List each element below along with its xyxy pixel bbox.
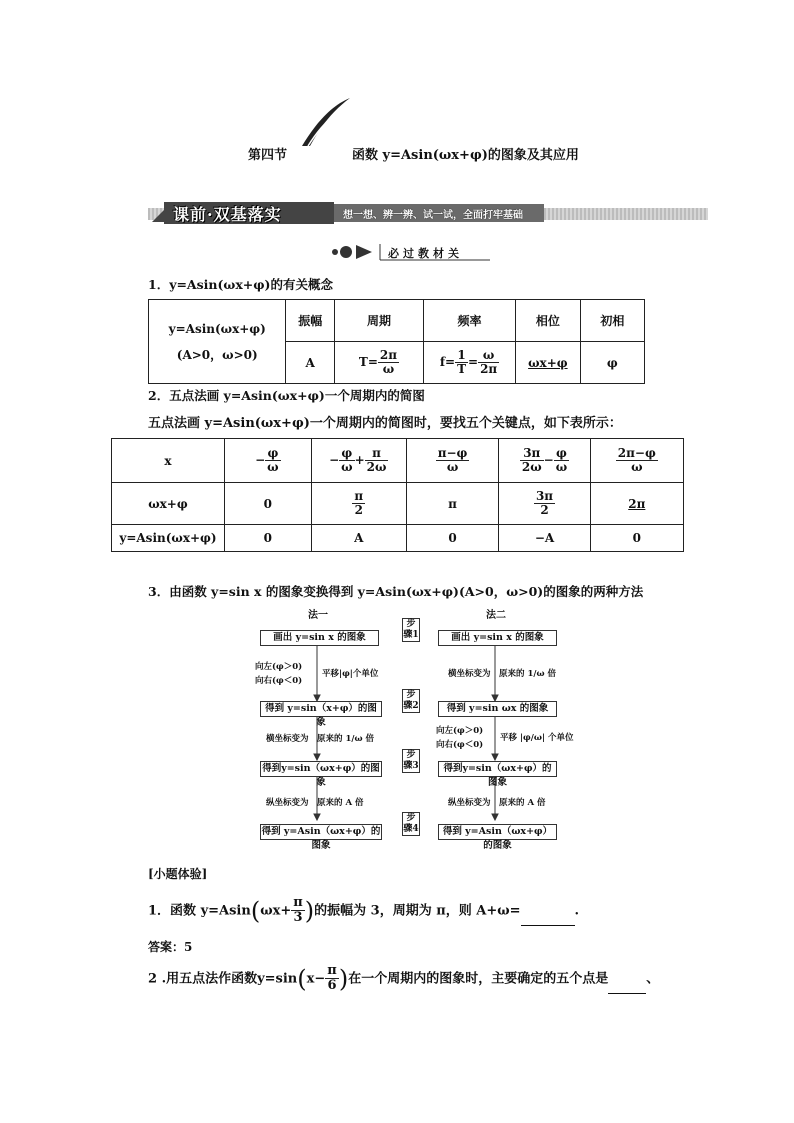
wx-cell-4 xyxy=(499,483,590,525)
wx-cell-2 xyxy=(311,483,406,525)
x-cell-5 xyxy=(590,439,683,483)
y-cell-4: −A xyxy=(499,525,590,552)
textbook-section-pill xyxy=(330,243,490,261)
q2-fraction xyxy=(325,964,339,994)
x2-num2: π xyxy=(365,447,389,461)
x4-den2: ω xyxy=(555,460,568,474)
step-1-badge: 步骤1 xyxy=(403,619,419,640)
banner-title: 课前·双基落实 xyxy=(173,205,282,224)
x2-frac2 xyxy=(365,447,389,474)
note-left-12-b: 向右(φ＜0) xyxy=(255,676,303,686)
x1-frac xyxy=(265,447,280,474)
flow-left-3: 得到y=sin（ωx+φ）的图象 xyxy=(260,761,382,777)
q1-inner: ωx+ xyxy=(260,903,292,919)
step-3-badge: 步骤3 xyxy=(403,750,419,771)
x-cell-4 xyxy=(499,439,590,483)
x1-den: ω xyxy=(267,460,279,474)
x4-minus: − xyxy=(543,453,554,467)
row-label-y: y=Asin(ωx+φ) xyxy=(112,525,225,552)
note-left-23: 横坐标变为 原来的 1/ω 倍 xyxy=(266,734,375,744)
period-lhs: T= xyxy=(358,355,378,369)
x4-num2: φ xyxy=(554,447,569,461)
row-label-x: x xyxy=(112,439,225,483)
wx-cell-1: 0 xyxy=(224,483,311,525)
section-banner xyxy=(148,200,708,226)
x5-den: ω xyxy=(631,460,643,474)
question-1: 1．函数 y=Asin(ωx+ $\frac{\pi}{3}$ )的振幅为 3，周期为 π，则 A+ω= . xyxy=(148,895,580,926)
x1-sign: − xyxy=(255,453,266,467)
x-cell-2 xyxy=(311,439,406,483)
q2-den: 6 xyxy=(327,978,337,994)
period-num: 2π xyxy=(379,347,398,362)
x2-num: φ xyxy=(339,447,354,461)
q2-inner: x− xyxy=(306,971,326,987)
freq-lhs: f= xyxy=(439,355,456,369)
wx2-frac xyxy=(352,490,365,517)
flow-right-3: 得到y=sin（ωx+φ）的图象 xyxy=(438,761,557,777)
q2-prefix: 2 .用五点法作函数y=sin xyxy=(148,971,298,987)
freq-num1: 1 xyxy=(455,349,468,363)
wx2-num: π xyxy=(354,488,364,503)
phase-value: ωx+φ xyxy=(528,355,568,370)
wx-cell-5 xyxy=(590,483,683,525)
q2-answer-blank[interactable] xyxy=(608,993,646,994)
header-frequency: 频率 xyxy=(424,300,516,342)
freq-den1: T xyxy=(457,362,466,376)
note-right-23-c: 平移 |φ/ω| 个单位 xyxy=(500,733,574,743)
wx2-den: 2 xyxy=(354,503,363,517)
cell-frequency xyxy=(424,342,516,384)
concept-row-label xyxy=(149,300,286,384)
x4-frac xyxy=(520,447,544,474)
concept-table xyxy=(148,299,645,384)
note-left-12-c: 平移|φ|个单位 xyxy=(322,669,379,679)
cell-period xyxy=(334,342,423,384)
x2-plus: + xyxy=(354,453,365,467)
concept-row-label-line1: y=Asin(ωx+φ) xyxy=(168,321,266,336)
row-label-wx: ωx+φ xyxy=(112,483,225,525)
wx-cell-3: π xyxy=(406,483,499,525)
x3-num: π−φ xyxy=(437,445,468,460)
note-right-23-a: 向左(φ＞0) xyxy=(436,726,484,736)
x4-den: 2ω xyxy=(521,460,542,474)
method1-label: 法一 xyxy=(308,610,328,621)
answer-1: 答案：5 xyxy=(148,940,193,954)
header-initial-phase: 初相 xyxy=(580,300,644,342)
q1-suffix: 的振幅为 3，周期为 π，则 A+ω= xyxy=(314,903,521,919)
x5-frac xyxy=(616,447,658,474)
x2-sign: − xyxy=(329,453,340,467)
five-point-table xyxy=(111,438,684,552)
x2-den: ω xyxy=(341,460,353,474)
q2-num: π xyxy=(327,963,337,978)
q1-prefix: 1．函数 y=Asin xyxy=(148,903,251,919)
flow-left-2: 得到 y=sin（x+φ）的图象 xyxy=(260,701,382,717)
note-right-34: 纵坐标变为 原来的 A 倍 xyxy=(448,798,546,808)
y-cell-3: 0 xyxy=(406,525,499,552)
wx4-den: 2 xyxy=(540,503,549,517)
freq-num2: ω xyxy=(478,349,499,363)
question-2: 2 .用五点法作函数y=sin(x− $\frac{\pi}{6}$ )在一个周期内的图象时，主要确定的五个点是 、 xyxy=(148,963,660,994)
q1-num: π xyxy=(293,895,303,910)
pill-label: 必过教材关 xyxy=(388,247,463,260)
q1-answer-blank[interactable] xyxy=(521,925,575,926)
wx4-frac xyxy=(534,490,555,517)
y-cell-1: 0 xyxy=(224,525,311,552)
x3-den: ω xyxy=(446,460,459,474)
concept-row-label-line2: (A>0，ω>0) xyxy=(176,347,258,362)
freq-fraction-2 xyxy=(478,349,499,376)
y-cell-2: A xyxy=(311,525,406,552)
page-title: 函数 y=Asin(ωx+φ)的图象及其应用 xyxy=(352,148,579,163)
q2-end: 、 xyxy=(646,971,660,987)
freq-fraction-1 xyxy=(455,349,468,376)
x2-frac xyxy=(339,447,354,474)
wx5-value: 2π xyxy=(628,496,646,511)
q1-den: 3 xyxy=(293,910,303,926)
x1-num: φ xyxy=(265,447,280,461)
q1-end: . xyxy=(574,903,580,919)
step-2-badge: 步骤2 xyxy=(403,690,419,711)
period-den: ω xyxy=(382,362,395,376)
freq-eq: = xyxy=(468,355,479,369)
q1-fraction xyxy=(291,896,305,926)
x4-frac2 xyxy=(554,447,569,474)
flow-right-2: 得到 y=sin ωx 的图象 xyxy=(438,701,557,717)
decorative-swoosh-logo xyxy=(300,96,352,148)
flow-left-4: 得到 y=Asin（ωx+φ）的图象 xyxy=(261,826,381,851)
x-cell-1 xyxy=(224,439,311,483)
practice-label: [小题体验] xyxy=(148,867,208,881)
x5-num: 2π−φ xyxy=(617,445,656,460)
note-right-23-b: 向右(φ＜0) xyxy=(436,740,484,750)
section-number: 第四节 xyxy=(248,148,288,163)
wx4-num: 3π xyxy=(535,488,554,503)
flow-right-4: 得到 y=Asin（ωx+φ）的图象 xyxy=(438,824,557,840)
flow-left-1: 画出 y=sin x 的图象 xyxy=(260,630,379,646)
q2-suffix: 在一个周期内的图象时，主要确定的五个点是 xyxy=(348,971,609,987)
section2-heading: 2．五点法画 y=Asin(ωx+φ)一个周期内的简图 xyxy=(148,388,425,403)
header-period: 周期 xyxy=(334,300,423,342)
period-fraction xyxy=(378,349,399,376)
note-left-34: 纵坐标变为 原来的 A 倍 xyxy=(266,798,364,808)
section2-paragraph: 五点法画 y=Asin(ωx+φ)一个周期内的简图时，要找五个关键点，如下表所示： xyxy=(148,416,622,431)
note-right-12: 横坐标变为 原来的 1/ω 倍 xyxy=(448,669,557,679)
y-cell-5: 0 xyxy=(590,525,683,552)
cell-initial-phase: φ xyxy=(580,342,644,384)
freq-den2: 2π xyxy=(480,362,498,376)
note-left-12-a: 向左(φ＞0) xyxy=(255,662,303,672)
x2-den2: 2ω xyxy=(366,460,387,474)
flow-right-1: 画出 y=sin x 的图象 xyxy=(438,630,557,646)
header-amplitude: 振幅 xyxy=(286,300,335,342)
step-4-badge: 步骤4 xyxy=(403,813,419,834)
cell-amplitude: A xyxy=(286,342,335,384)
method2-label: 法二 xyxy=(486,610,506,621)
x4-num: 3π xyxy=(520,447,544,461)
transform-flowchart xyxy=(250,604,574,851)
section3-heading: 3．由函数 y=sin x 的图象变换得到 y=Asin(ωx+φ)(A>0，ω>0)的图象的两种方法 xyxy=(148,584,644,599)
section1-heading: 1．y=Asin(ωx+φ)的有关概念 xyxy=(148,277,333,292)
header-phase: 相位 xyxy=(516,300,581,342)
banner-subtitle: 想一想、辨一辨、试一试，全面打牢基础 xyxy=(343,210,523,221)
x3-frac xyxy=(436,447,470,474)
x-cell-3 xyxy=(406,439,499,483)
cell-phase xyxy=(516,342,581,384)
